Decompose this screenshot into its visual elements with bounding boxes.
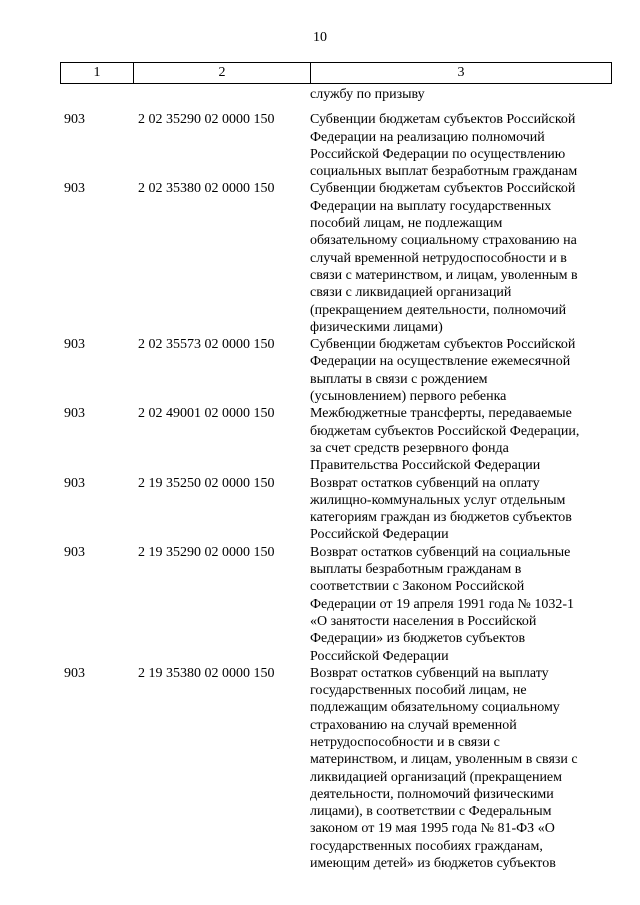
income-name-cell: Возврат остатков субвенций на выплату государственных пособий лицам, не подлежащим обязательному социальному страхованию на случай временной нетрудоспособности и в связи с материнством, и лицам, уволенным в связи с ликвидацией организаций (прекращением деятельности, полномочий физическими лицами), в соответствии с Федеральным законом от 19 мая 1995 года № 81-ФЗ «О государственных пособиях гражданам, имеющим детей» из бюджетов субъектов — [310, 665, 578, 872]
admin-code-cell: 903 — [64, 112, 85, 128]
budget-code-cell: 2 19 35290 02 0000 150 — [138, 544, 275, 560]
budget-code-cell — [138, 86, 310, 103]
column-header-2: 2 — [134, 63, 311, 84]
table-row — [60, 111, 608, 180]
table-row — [60, 336, 608, 405]
income-name-cell: Субвенции бюджетам субъектов Российской Федерации на осуществление ежемесячной выплаты в связи с рождением (усыновлением) первого ребенка — [310, 337, 576, 405]
admin-code-cell: 903 — [64, 475, 85, 491]
admin-code-cell: 903 — [64, 665, 85, 681]
column-header-3: 3 — [311, 63, 612, 84]
budget-code-cell: 2 02 35380 02 0000 150 — [138, 181, 275, 197]
admin-code-cell — [60, 86, 138, 103]
budget-code-cell: 2 02 35573 02 0000 150 — [138, 337, 275, 353]
admin-code-cell: 903 — [64, 337, 85, 353]
income-name-cell: Субвенции бюджетам субъектов Российской Федерации на реализацию полномочий Российской Федерации по осуществлению социальных выплат безработным гражданам — [310, 112, 578, 180]
table-header-row — [61, 63, 612, 84]
budget-code-cell: 2 19 35250 02 0000 150 — [138, 475, 275, 491]
table-row — [60, 180, 608, 336]
admin-code-cell: 903 — [64, 181, 85, 197]
admin-code-cell: 903 — [64, 544, 85, 560]
income-name-cell: Субвенции бюджетам субъектов Российской Федерации на выплату государственных пособий лицам, не подлежащим обязательному социальному страхованию на случай временной нетрудоспособности и в связи с материнством, и лицам, уволенным в связи с ликвидацией организаций (прекращением деятельности, полномочий физическими лицами) — [310, 181, 578, 335]
admin-code-cell: 903 — [64, 406, 85, 422]
table-row — [60, 544, 608, 665]
table-row — [60, 405, 608, 474]
budget-code-cell: 2 02 35290 02 0000 150 — [138, 112, 275, 128]
income-name-cell: Возврат остатков субвенций на оплату жилищно-коммунальных услуг отдельным категориям граждан из бюджетов субъектов Российской Федерации — [310, 475, 572, 543]
income-name-cell: Возврат остатков субвенций на социальные выплаты безработным гражданам в соответствии с Законом Российской Федерации от 19 апреля 1991 года № 1032-1 «О занятости населения в Российской Федерации» из бюджетов субъектов Российской Федерации — [310, 544, 575, 664]
income-name-cell: службу по призыву — [310, 87, 425, 102]
column-header-1: 1 — [61, 63, 134, 84]
income-name-cell: Межбюджетные трансферты, передаваемые бюджетам субъектов Российской Федерации, за счет средств резервного фонда Правительства Российской Федерации — [310, 406, 580, 474]
table-row — [60, 665, 608, 873]
page-number: 10 — [313, 30, 327, 45]
budget-code-cell: 2 02 49001 02 0000 150 — [138, 406, 275, 422]
budget-code-cell: 2 19 35380 02 0000 150 — [138, 665, 275, 681]
table-body — [60, 86, 608, 872]
table-header — [60, 62, 612, 84]
table-row — [60, 86, 608, 103]
table-row — [60, 475, 608, 544]
